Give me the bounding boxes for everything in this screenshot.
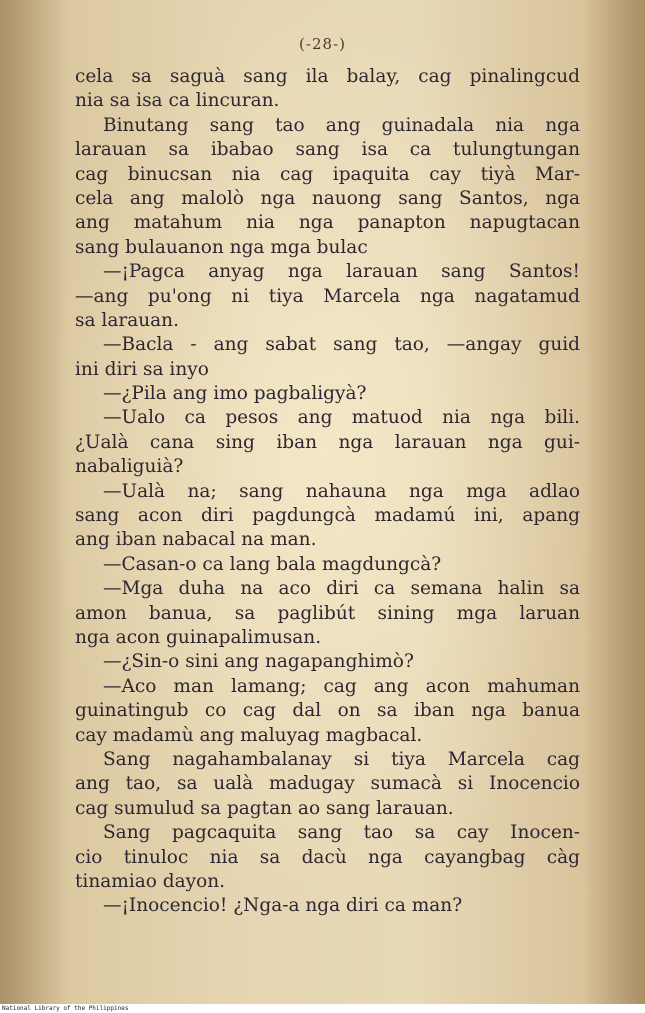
text-line: tinamiao dayon. xyxy=(75,870,226,892)
text-line: —Casan-o ca lang bala magdungcà? xyxy=(103,553,442,575)
text-line: —Aco man lamang; cag ang acon mahuman xyxy=(103,675,580,697)
text-line: larauan sa ibabao sang isa ca tulungtungan xyxy=(75,139,580,161)
text-line: —¿Sin-o sini ang nagapanghimò? xyxy=(103,651,414,673)
text-line: —Ualà na; sang nahauna nga mga adlao xyxy=(103,480,580,502)
text-line: Sang nagahambalanay si tiya Marcela cag xyxy=(103,748,580,770)
text-line: nga acon guinapalimusan. xyxy=(75,626,322,648)
text-line: sang acon diri pagdungcà madamú ini, apang xyxy=(75,505,580,527)
text-line: cay madamù ang maluyag magbacal. xyxy=(75,724,423,746)
text-line: ¿Ualà cana sing iban nga larauan nga gui- xyxy=(75,431,580,453)
body-text xyxy=(75,65,580,919)
text-line: sang bulauanon nga mga bulac xyxy=(75,236,368,258)
text-line: cela sa saguà sang ila balay, cag pinalingcud xyxy=(75,66,580,87)
text-line: nia sa isa ca lincuran. xyxy=(75,90,280,112)
text-line: —ang pu'ong ni tiya Marcela nga nagatamud xyxy=(75,285,580,307)
library-credit: National Library of the Philippines xyxy=(2,1005,129,1012)
page-number: (-28-) xyxy=(299,35,346,53)
text-line: ang iban nabacal na man. xyxy=(75,529,317,551)
text-line: Sang pagcaquita sang tao sa cay Inocen- xyxy=(103,822,580,844)
text-line: guinatingub co cag dal on sa iban nga banua xyxy=(75,700,580,722)
text-line: cag sumulud sa pagtan ao sang larauan. xyxy=(75,797,454,819)
text-line: —¿Pila ang imo pagbaligyà? xyxy=(103,383,367,405)
text-line: ang matahum nia nga panapton napugtacan xyxy=(75,212,580,234)
text-line: cela ang malolò nga nauong sang Santos, nga xyxy=(75,187,580,209)
text-line: cio tinuloc nia sa dacù nga cayangbag càg xyxy=(75,846,580,868)
text-line: nabaliguià? xyxy=(75,456,184,478)
text-line: cag binucsan nia cag ipaquita cay tiyà Mar- xyxy=(75,163,580,185)
text-line: ini diri sa inyo xyxy=(75,358,209,380)
text-line: —Mga duha na aco diri ca semana halin sa xyxy=(103,578,580,600)
text-line: sa larauan. xyxy=(75,309,179,331)
text-line: —Ualo ca pesos ang matuod nia nga bili. xyxy=(103,407,580,429)
text-line: —¡Pagca anyag nga larauan sang Santos! xyxy=(103,261,580,283)
text-line: —¡Inocencio! ¿Nga-a nga diri ca man? xyxy=(103,895,463,917)
text-line: —Bacla - ang sabat sang tao, —angay guid xyxy=(103,334,580,356)
text-line: amon banua, sa paglibút sining mga laruan xyxy=(75,602,580,624)
text-line: ang tao, sa ualà madugay sumacà si Inocencio xyxy=(75,773,580,795)
text-line: Binutang sang tao ang guinadala nia nga xyxy=(103,114,580,136)
